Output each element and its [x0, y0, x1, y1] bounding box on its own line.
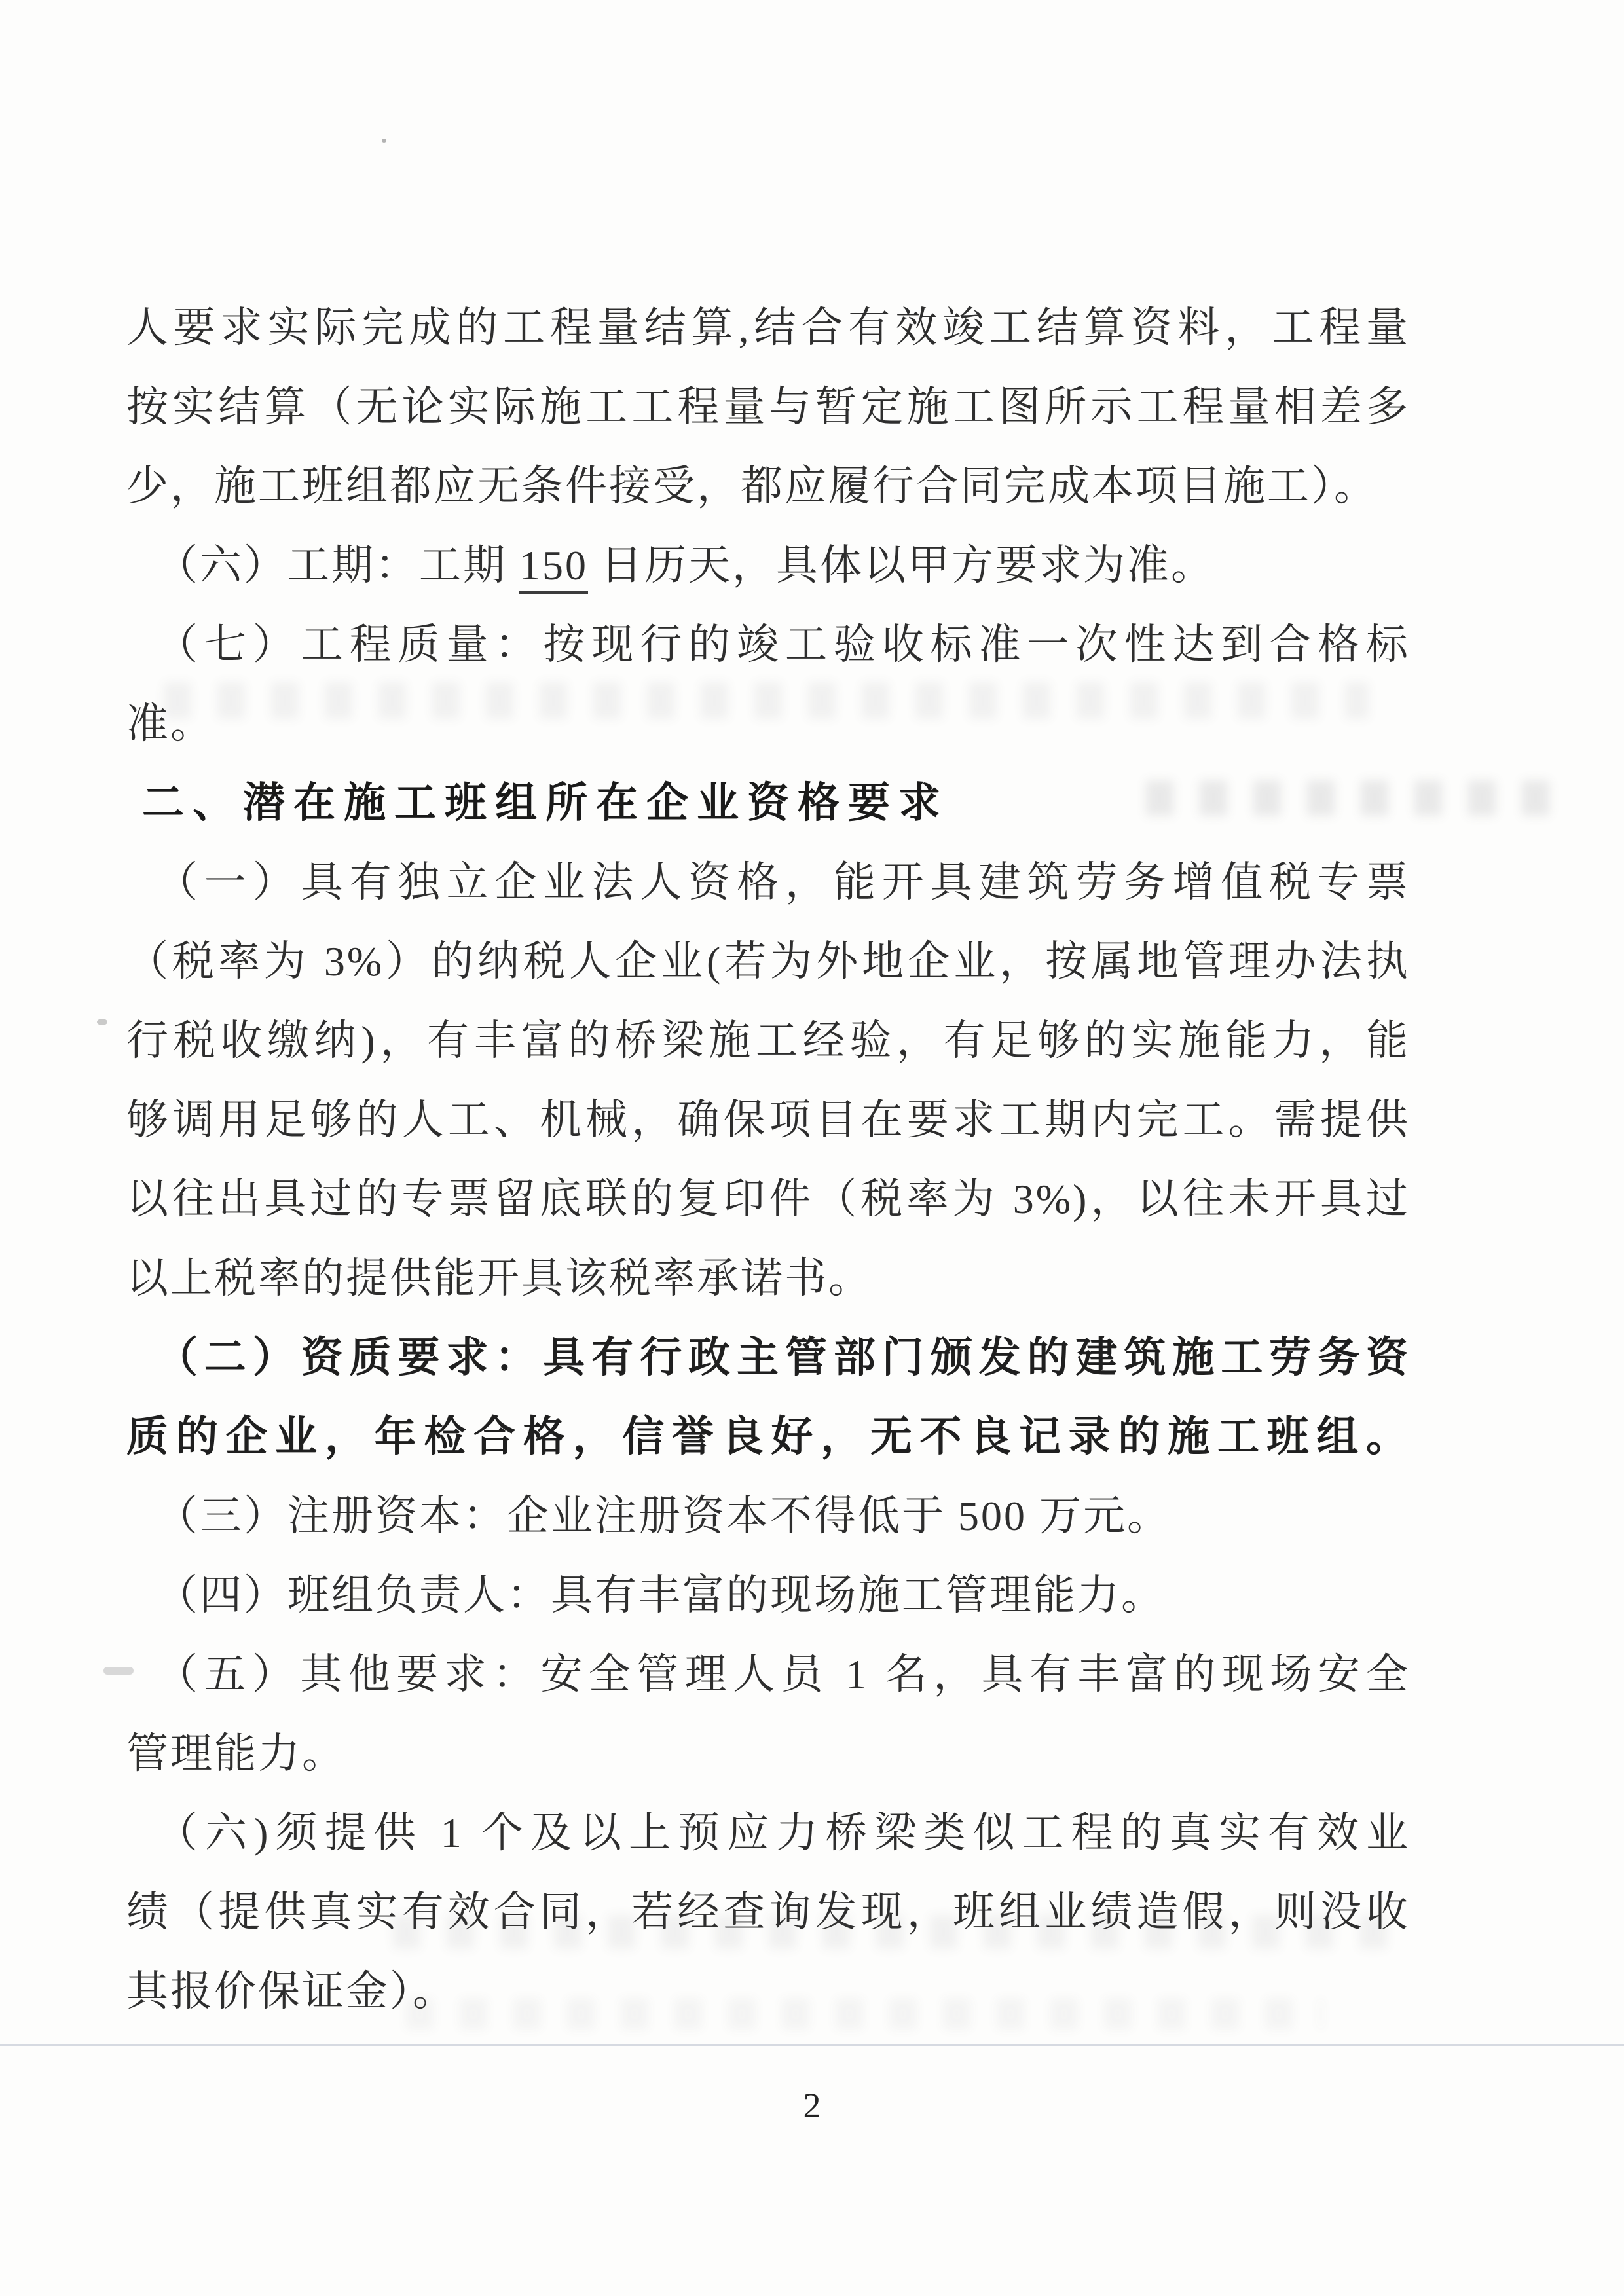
text-segment: （税率为	[126, 938, 324, 985]
text-segment: 人要求实际完成的工程量结算,结合有效竣工结算资料，工程量	[126, 304, 1410, 351]
text-line	[126, 1397, 1410, 1476]
text-segment: 3%	[1012, 1176, 1073, 1222]
scan-divider-line	[0, 2044, 1624, 2046]
text-line	[126, 1001, 1410, 1080]
text-segment: 日历天，具体以甲方要求为准。	[588, 542, 1215, 589]
text-line	[126, 1793, 1410, 1872]
text-segment: 1	[440, 1810, 464, 1856]
text-segment: 管理能力。	[126, 1730, 346, 1777]
text-segment: （六)须提供	[156, 1810, 441, 1856]
text-segment: 质的企业，年检合格，信誉良好，无不良记录的施工班组。	[126, 1413, 1410, 1460]
scan-speck	[103, 1667, 134, 1675]
text-segment: 按实结算（无论实际施工工程量与暂定施工图所示工程量相差多	[126, 384, 1410, 430]
underlined-duration-value: 150	[519, 542, 588, 594]
text-line	[126, 1635, 1410, 1714]
text-segment: 以往出具过的专票留底联的复印件（税率为	[126, 1176, 1013, 1222]
text-line	[126, 1714, 1410, 1793]
text-segment: 个及以上预应力桥梁类似工程的真实有效业	[463, 1810, 1411, 1856]
text-line	[126, 1318, 1410, 1397]
text-line	[126, 288, 1410, 367]
text-line	[126, 605, 1410, 684]
text-segment: 行税收缴纳)，有丰富的桥梁施工经验，有足够的实施能力，能	[126, 1017, 1410, 1064]
scan-bleedthrough-artifact	[393, 1915, 1388, 1949]
text-line	[126, 922, 1410, 1001]
page-number: 2	[803, 2086, 821, 2125]
scan-bleedthrough-artifact	[164, 682, 1369, 719]
scan-speck	[97, 1019, 107, 1025]
text-segment: 3%	[323, 938, 384, 985]
text-segment: （五）其他要求：安全管理人员	[156, 1651, 846, 1698]
scan-speck	[382, 139, 386, 143]
text-segment: （三）注册资本：企业注册资本不得低于	[156, 1493, 958, 1539]
text-segment: （六）工期：工期	[156, 542, 519, 589]
text-segment: 二、潜在施工班组所在企业资格要求	[142, 779, 949, 826]
text-segment: 绩（提供真实有效合同，若经查询发现，班组业绩造假，则没收	[126, 1889, 1410, 1935]
scan-bleedthrough-artifact	[1146, 780, 1552, 816]
text-segment: 1	[845, 1651, 869, 1698]
text-segment: （二）资质要求：具有行政主管部门颁发的建筑施工劳务资	[156, 1334, 1410, 1381]
text-segment: 名，具有丰富的现场安全	[868, 1651, 1411, 1698]
text-segment: 以上税率的提供能开具该税率承诺书。	[126, 1255, 872, 1302]
text-line	[126, 526, 1410, 605]
scan-bleedthrough-artifact	[406, 1998, 1323, 2030]
text-segment: （四）班组负责人：具有丰富的现场施工管理能力。	[156, 1572, 1165, 1618]
text-line	[126, 446, 1410, 526]
text-segment: 万元。	[1027, 1493, 1171, 1539]
text-line	[126, 1159, 1410, 1239]
text-segment: （一）具有独立企业法人资格，能开具建筑劳务增值税专票	[156, 859, 1410, 905]
text-segment: 500	[958, 1493, 1027, 1539]
text-segment: 够调用足够的人工、机械，确保项目在要求工期内完工。需提供	[126, 1097, 1410, 1143]
text-segment: )，以往未开具过	[1073, 1176, 1411, 1222]
document-body	[126, 288, 1410, 2031]
text-segment: 少，施工班组都应无条件接受，都应履行合同完成本项目施工）。	[126, 463, 1378, 509]
text-line	[126, 1556, 1410, 1635]
text-line	[126, 1239, 1410, 1318]
text-segment: 其报价保证金）。	[126, 1968, 456, 2014]
text-line	[126, 1476, 1410, 1556]
text-segment: （七）工程质量：按现行的竣工验收标准一次性达到合格标	[156, 621, 1410, 668]
text-segment: ）的纳税人企业(若为外地企业，按属地管理办法执	[384, 938, 1410, 985]
text-line	[126, 367, 1410, 446]
text-line	[126, 843, 1410, 922]
text-line	[126, 1080, 1410, 1159]
text-segment: 准。	[126, 701, 214, 747]
